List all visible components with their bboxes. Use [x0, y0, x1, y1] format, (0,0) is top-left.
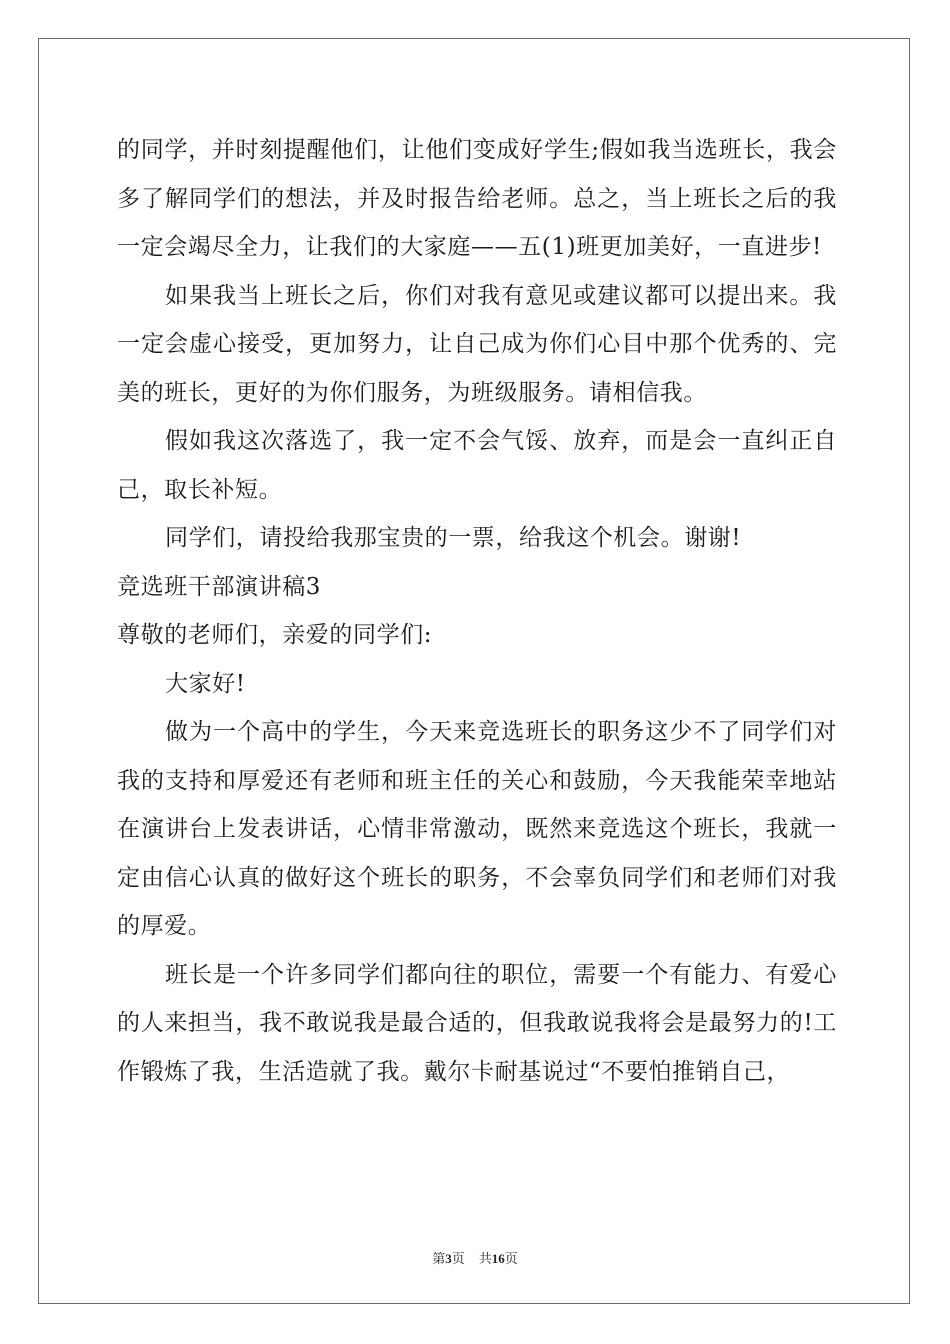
document-body [117, 126, 837, 1096]
paragraph: 假如我这次落选了，我一定不会气馁、放弃，而是会一直纠正自己，取长补短。 [117, 428, 837, 503]
total-suffix: 页 [504, 1251, 518, 1266]
page-number: 3 [445, 1251, 452, 1266]
paragraph: 的同学，并时刻提醒他们，让他们变成好学生;假如我当选班长，我会多了解同学们的想法，并及时报告给老师。总之，当上班长之后的我一定会竭尽全力，让我们的大家庭——五(1)班更加美好，一直进步! [117, 137, 837, 260]
paragraph: 班长是一个许多同学们都向往的职位，需要一个有能力、有爱心的人来担当，我不敢说我是最合适的，但我敢说我将会是最努力的!工作锻炼了我，生活造就了我。戴尔卡耐基说过“不要怕推销自己， [117, 961, 837, 1085]
salutation: 尊敬的老师们，亲爱的同学们: [117, 622, 433, 648]
paragraph: 如果我当上班长之后，你们对我有意见或建议都可以提出来。我一定会虚心接受，更加努力，让自己成为你们心目中那个优秀的、完美的班长，更好的为你们服务，为班级服务。请相信我。 [117, 282, 837, 406]
page-footer [0, 1248, 950, 1267]
greeting: 大家好! [165, 670, 246, 697]
paragraph: 同学们，请投给我那宝贵的一票，给我这个机会。谢谢! [165, 525, 742, 551]
total-prefix: 共 [478, 1251, 492, 1266]
total-pages: 16 [491, 1251, 505, 1266]
paragraph: 做为一个高中的学生，今天来竞选班长的职务这少不了同学们对我的支持和厚爱还有老师和班主任的关心和鼓励，今天我能荣幸地站在演讲台上发表讲话，心情非常激动，既然来竞选这个班长，我就一定由信心认真的做好这个班长的职务，不会辜负同学们和老师们对我的厚爱。 [117, 719, 837, 939]
page-prefix: 第 [432, 1251, 446, 1266]
section-heading: 竞选班干部演讲稿3 [117, 573, 322, 600]
page-suffix: 页 [451, 1251, 465, 1266]
